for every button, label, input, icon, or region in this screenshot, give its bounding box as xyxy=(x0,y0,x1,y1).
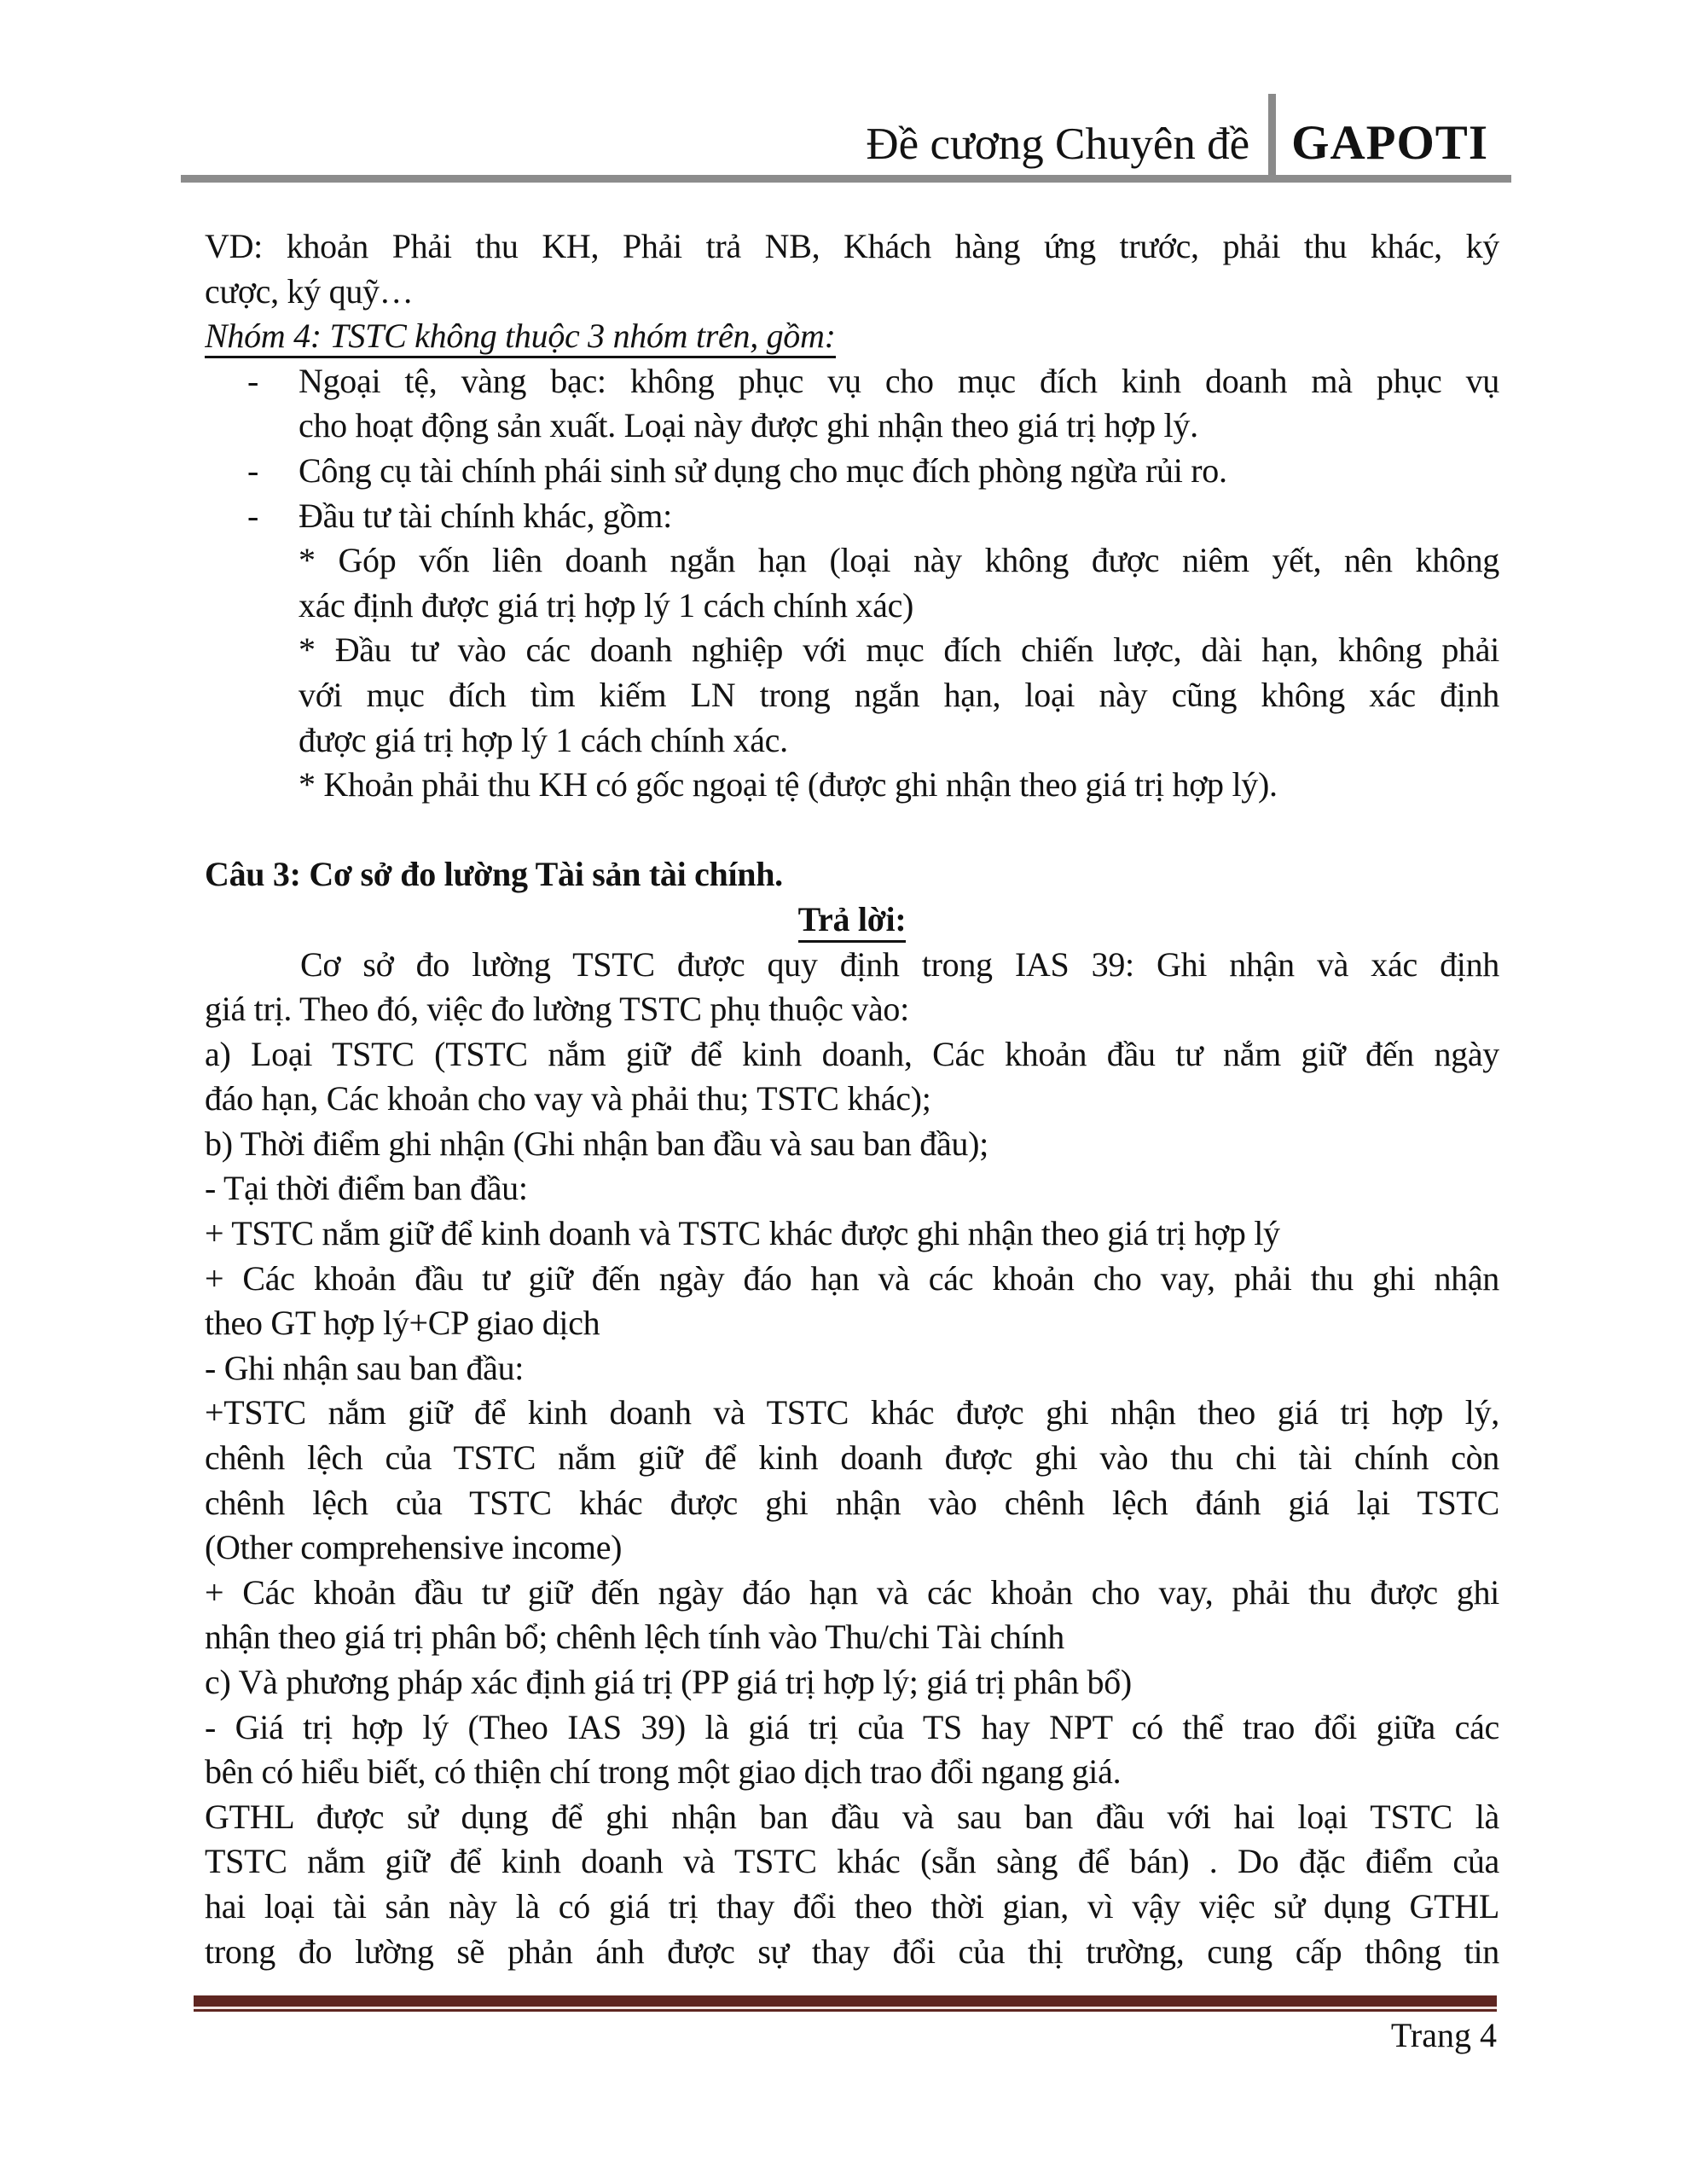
text-line xyxy=(205,943,1499,988)
text-line xyxy=(205,1211,1499,1257)
text-line xyxy=(205,1122,1499,1167)
footer-rule xyxy=(194,1995,1497,2012)
text-line xyxy=(205,1077,1499,1122)
text-line-content: trong đo lường sẽ phản ánh được sự thay đổi của thị trường, cung cấp thông tin xyxy=(205,1931,1499,1971)
text-line-content: Câu 3: Cơ sở đo lường Tài sản tài chính. xyxy=(205,855,783,894)
header-divider xyxy=(1268,94,1276,176)
page-header xyxy=(866,94,1488,176)
text-line-content: được giá trị hợp lý 1 cách chính xác. xyxy=(299,720,788,759)
text-line xyxy=(205,897,1499,943)
text-line-content: GTHL được sử dụng để ghi nhận ban đầu và sau ban đầu với hai loại TSTC là xyxy=(205,1797,1499,1836)
text-line-content: Nhóm 4: TSTC không thuộc 3 nhóm trên, gồm: xyxy=(205,317,836,358)
text-line-content: Trả lời: xyxy=(798,900,907,943)
text-line xyxy=(205,449,1499,494)
text-line xyxy=(205,1795,1499,1840)
text-line-content: * Đầu tư vào các doanh nghiệp với mục đích chiến lược, dài hạn, không phải xyxy=(299,630,1499,670)
text-line-content: chênh lệch của TSTC nắm giữ để kinh doanh được ghi vào thu chi tài chính còn xyxy=(205,1438,1499,1478)
text-line-content: - Ghi nhận sau ban đầu: xyxy=(205,1348,525,1387)
text-line-content: * Khoản phải thu KH có gốc ngoại tệ (được ghi nhận theo giá trị hợp lý). xyxy=(299,765,1278,804)
text-line xyxy=(205,1615,1499,1660)
text-line xyxy=(205,494,1499,539)
text-line xyxy=(205,359,1499,404)
text-line-content: hai loại tài sản này là có giá trị thay đổi theo thời gian, vì vậy việc sử dụng GTHL xyxy=(205,1886,1499,1926)
text-line xyxy=(205,314,1499,359)
text-line xyxy=(205,538,1499,584)
text-line xyxy=(205,1436,1499,1481)
text-line-content: nhận theo giá trị phân bổ; chênh lệch tính vào Thu/chi Tài chính xyxy=(205,1618,1064,1657)
text-line xyxy=(205,1391,1499,1436)
bullet-marker: - xyxy=(247,450,259,490)
footer-rule-thick xyxy=(194,1995,1497,2007)
footer-rule-thin xyxy=(194,2009,1497,2012)
header-brand: GAPOTI xyxy=(1291,116,1488,170)
text-line-content: giá trị. Theo đó, việc đo lường TSTC phụ thuộc vào: xyxy=(205,990,909,1029)
page-number: Trang 4 xyxy=(1390,2016,1497,2054)
text-line xyxy=(205,1525,1499,1571)
text-line xyxy=(205,1257,1499,1302)
text-line-content: +TSTC nắm giữ để kinh doanh và TSTC khác được ghi nhận theo giá trị hợp lý, xyxy=(205,1393,1499,1432)
text-line xyxy=(205,673,1499,718)
text-line-content: c) Và phương pháp xác định giá trị (PP giá trị hợp lý; giá trị phân bổ) xyxy=(205,1663,1132,1701)
text-line-content: * Góp vốn liên doanh ngắn hạn (loại này không được niêm yết, nên không xyxy=(299,541,1499,580)
text-line xyxy=(205,404,1499,449)
text-line xyxy=(205,1750,1499,1795)
text-line xyxy=(205,1705,1499,1751)
text-line xyxy=(205,1346,1499,1391)
text-line xyxy=(205,718,1499,764)
text-line xyxy=(205,1839,1499,1885)
text-line xyxy=(205,1930,1499,1975)
text-line-content: theo GT hợp lý+CP giao dịch xyxy=(205,1304,600,1343)
text-line-content: với mục đích tìm kiếm LN trong ngắn hạn, loại này cũng không xác định xyxy=(299,675,1499,714)
text-line xyxy=(205,987,1499,1032)
text-line xyxy=(205,1660,1499,1705)
text-line-content: cho hoạt động sản xuất. Loại này được ghi nhận theo giá trị hợp lý. xyxy=(299,406,1198,445)
text-line xyxy=(205,852,1499,897)
text-line-content: a) Loại TSTC (TSTC nắm giữ để kinh doanh, Các khoản đầu tư nắm giữ đến ngày xyxy=(205,1034,1499,1073)
text-line-content: đáo hạn, Các khoản cho vay và phải thu; TSTC khác); xyxy=(205,1079,931,1118)
header-title: Đề cương Chuyên đề xyxy=(866,119,1250,169)
text-line xyxy=(205,224,1499,270)
text-line-content: TSTC nắm giữ để kinh doanh và TSTC khác (sẵn sàng để bán) . Do đặc điểm của xyxy=(205,1842,1499,1881)
text-line-content: bên có hiểu biết, có thiện chí trong một giao dịch trao đổi ngang giá. xyxy=(205,1752,1122,1792)
text-line xyxy=(205,1301,1499,1346)
text-line xyxy=(205,1571,1499,1616)
text-line-content: Đầu tư tài chính khác, gồm: xyxy=(299,496,672,535)
text-line-content: + TSTC nắm giữ để kinh doanh và TSTC khác được ghi nhận theo giá trị hợp lý xyxy=(205,1214,1280,1253)
blank-line xyxy=(205,808,1499,853)
header-rule xyxy=(181,175,1511,183)
text-line xyxy=(205,1032,1499,1077)
text-line-content: + Các khoản đầu tư giữ đến ngày đáo hạn và các khoản cho vay, phải thu được ghi xyxy=(205,1572,1499,1612)
text-line-content: - Giá trị hợp lý (Theo IAS 39) là giá trị của TS hay NPT có thể trao đổi giữa các xyxy=(205,1707,1499,1746)
text-line-content: chênh lệch của TSTC khác được ghi nhận vào chênh lệch đánh giá lại TSTC xyxy=(205,1483,1499,1522)
text-line xyxy=(205,628,1499,673)
text-line-content: VD: khoản Phải thu KH, Phải trả NB, Khách hàng ứng trước, phải thu khác, ký xyxy=(205,227,1499,265)
text-line xyxy=(205,1166,1499,1211)
text-line xyxy=(205,584,1499,629)
bullet-marker: - xyxy=(247,361,259,400)
document-body xyxy=(205,224,1499,1974)
text-line xyxy=(205,270,1499,315)
text-line xyxy=(205,1481,1499,1526)
text-line-content: - Tại thời điểm ban đầu: xyxy=(205,1169,528,1208)
text-line-content: cược, ký quỹ… xyxy=(205,271,414,311)
text-line-content: xác định được giá trị hợp lý 1 cách chính xác) xyxy=(299,585,914,624)
text-line-content: + Các khoản đầu tư giữ đến ngày đáo hạn và các khoản cho vay, phải thu ghi nhận xyxy=(205,1258,1499,1298)
text-line-content: b) Thời điểm ghi nhận (Ghi nhận ban đầu và sau ban đầu); xyxy=(205,1124,988,1163)
text-line xyxy=(205,1885,1499,1930)
text-line-content: Cơ sở đo lường TSTC được quy định trong IAS 39: Ghi nhận và xác định xyxy=(300,944,1499,984)
bullet-marker: - xyxy=(247,496,259,535)
text-line-content: Ngoại tệ, vàng bạc: không phục vụ cho mục đích kinh doanh mà phục vụ xyxy=(299,361,1499,400)
text-line xyxy=(205,763,1499,808)
text-line-content: (Other comprehensive income) xyxy=(205,1528,623,1567)
text-line-content: Công cụ tài chính phái sinh sử dụng cho mục đích phòng ngừa rủi ro. xyxy=(299,450,1227,490)
